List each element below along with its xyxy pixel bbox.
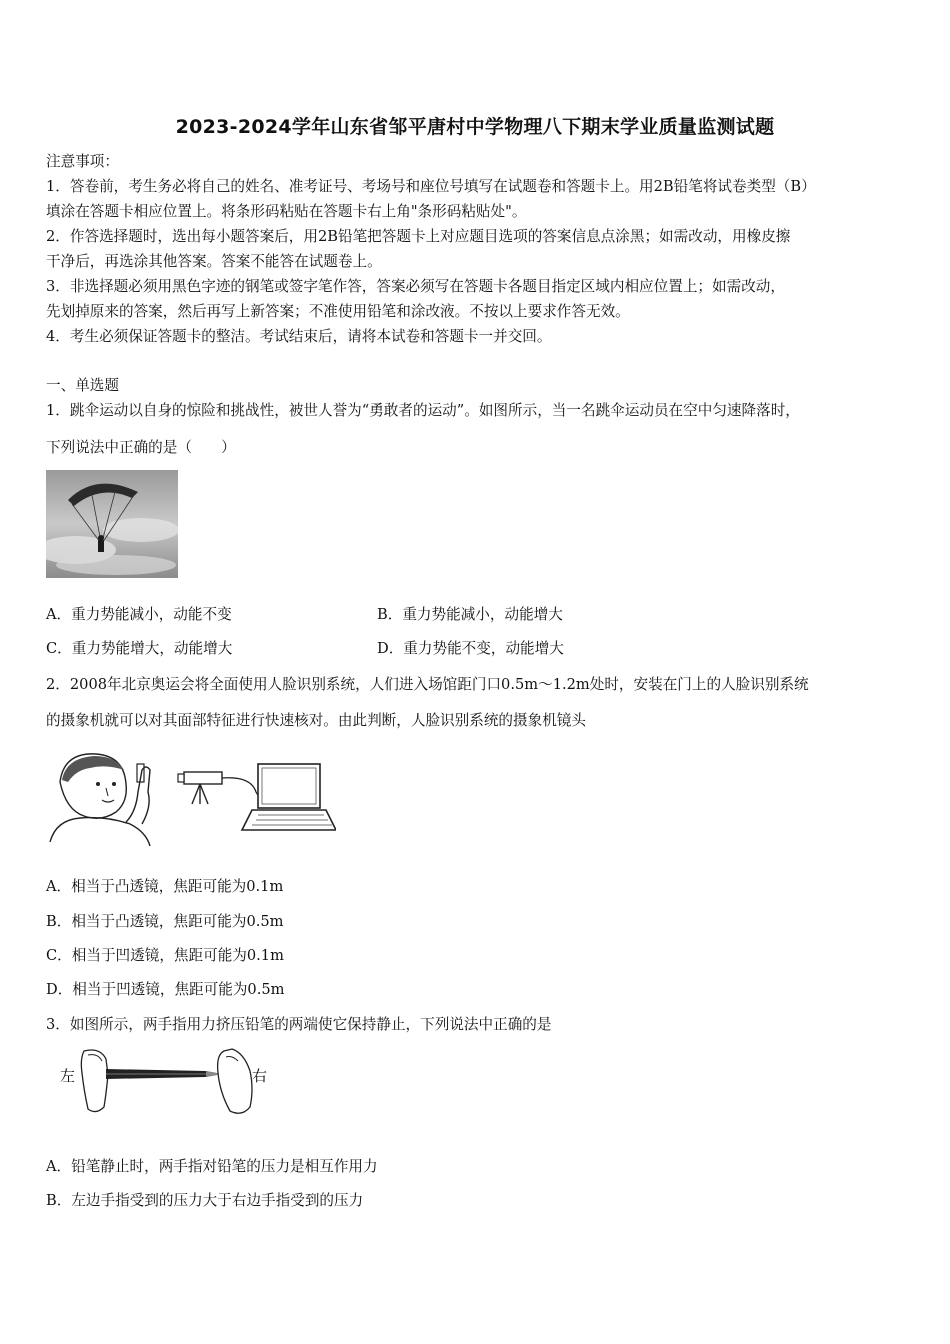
section-heading: 一、单选题 (46, 377, 119, 394)
notice-line: 1．答卷前，考生务必将自己的姓名、准考证号、考场号和座位号填写在试题卷和答题卡上。用2B铅笔将试卷类型（B） (46, 178, 816, 195)
parachutist-figure (46, 470, 178, 578)
notice-line: 3．非选择题必须用黑色字迹的钢笔或签字笔作答，答案必须写在答题卡各题目指定区域内相应位置上；如需改动， (46, 278, 785, 295)
question-2-text: 2．2008年北京奥运会将全面使用人脸识别系统，人们进入场馆距门口0.5m～1.2m处时，安装在门上的人脸识别系统 (46, 676, 809, 693)
q1-option-a: A．重力势能减小，动能不变 (46, 606, 232, 623)
q2-option-b: B．相当于凸透镜，焦距可能为0.5m (46, 913, 284, 930)
q3-option-a: A．铅笔静止时，两手指对铅笔的压力是相互作用力 (46, 1158, 378, 1175)
question-1-text: 1．跳伞运动以自身的惊险和挑战性，被世人誉为“勇敢者的运动”。如图所示，当一名跳伞运动员在空中匀速降落时， (46, 402, 800, 419)
notice-line: 4．考生必须保证答题卡的整洁。考试结束后，请将本试卷和答题卡一并交回。 (46, 328, 552, 345)
notice-line: 先划掉原来的答案，然后再写上新答案；不准使用铅笔和涂改液。不按以上要求作答无效。 (46, 303, 630, 320)
left-label: 左 (60, 1067, 76, 1085)
q2-option-d: D．相当于凹透镜，焦距可能为0.5m (46, 981, 285, 998)
face-recognition-figure (46, 742, 336, 850)
q1-option-c: C．重力势能增大，动能增大 (46, 640, 233, 657)
q1-option-d: D．重力势能不变，动能增大 (377, 640, 564, 657)
right-label: 右 (252, 1067, 268, 1085)
question-3-text: 3．如图所示，两手指用力挤压铅笔的两端使它保持静止，下列说法中正确的是 (46, 1016, 552, 1033)
pencil-fingers-drawing (46, 1045, 276, 1117)
q2-option-a: A．相当于凸透镜，焦距可能为0.1m (46, 878, 284, 895)
q3-option-b: B．左边手指受到的压力大于右边手指受到的压力 (46, 1192, 364, 1209)
notice-heading: 注意事项： (46, 153, 119, 170)
notice-line: 干净后，再选涂其他答案。答案不能答在试题卷上。 (46, 253, 382, 270)
q1-option-b: B．重力势能减小，动能增大 (377, 606, 563, 623)
page-title: 2023-2024学年山东省邹平唐村中学物理八下期末学业质量监测试题 (175, 116, 775, 138)
q2-option-c: C．相当于凹透镜，焦距可能为0.1m (46, 947, 284, 964)
question-2-text: 的摄象机就可以对其面部特征进行快速核对。由此判断，人脸识别系统的摄象机镜头 (46, 712, 586, 729)
notice-line: 填涂在答题卡相应位置上。将条形码粘贴在答题卡右上角"条形码粘贴处"。 (46, 203, 527, 220)
pencil-figure (46, 1045, 276, 1117)
notice-line: 2．作答选择题时，选出每小题答案后，用2B铅笔把答题卡上对应题目选项的答案信息点涂黑；如需改动，用橡皮擦 (46, 228, 791, 245)
question-1-text: 下列说法中正确的是（ ） (46, 439, 236, 456)
